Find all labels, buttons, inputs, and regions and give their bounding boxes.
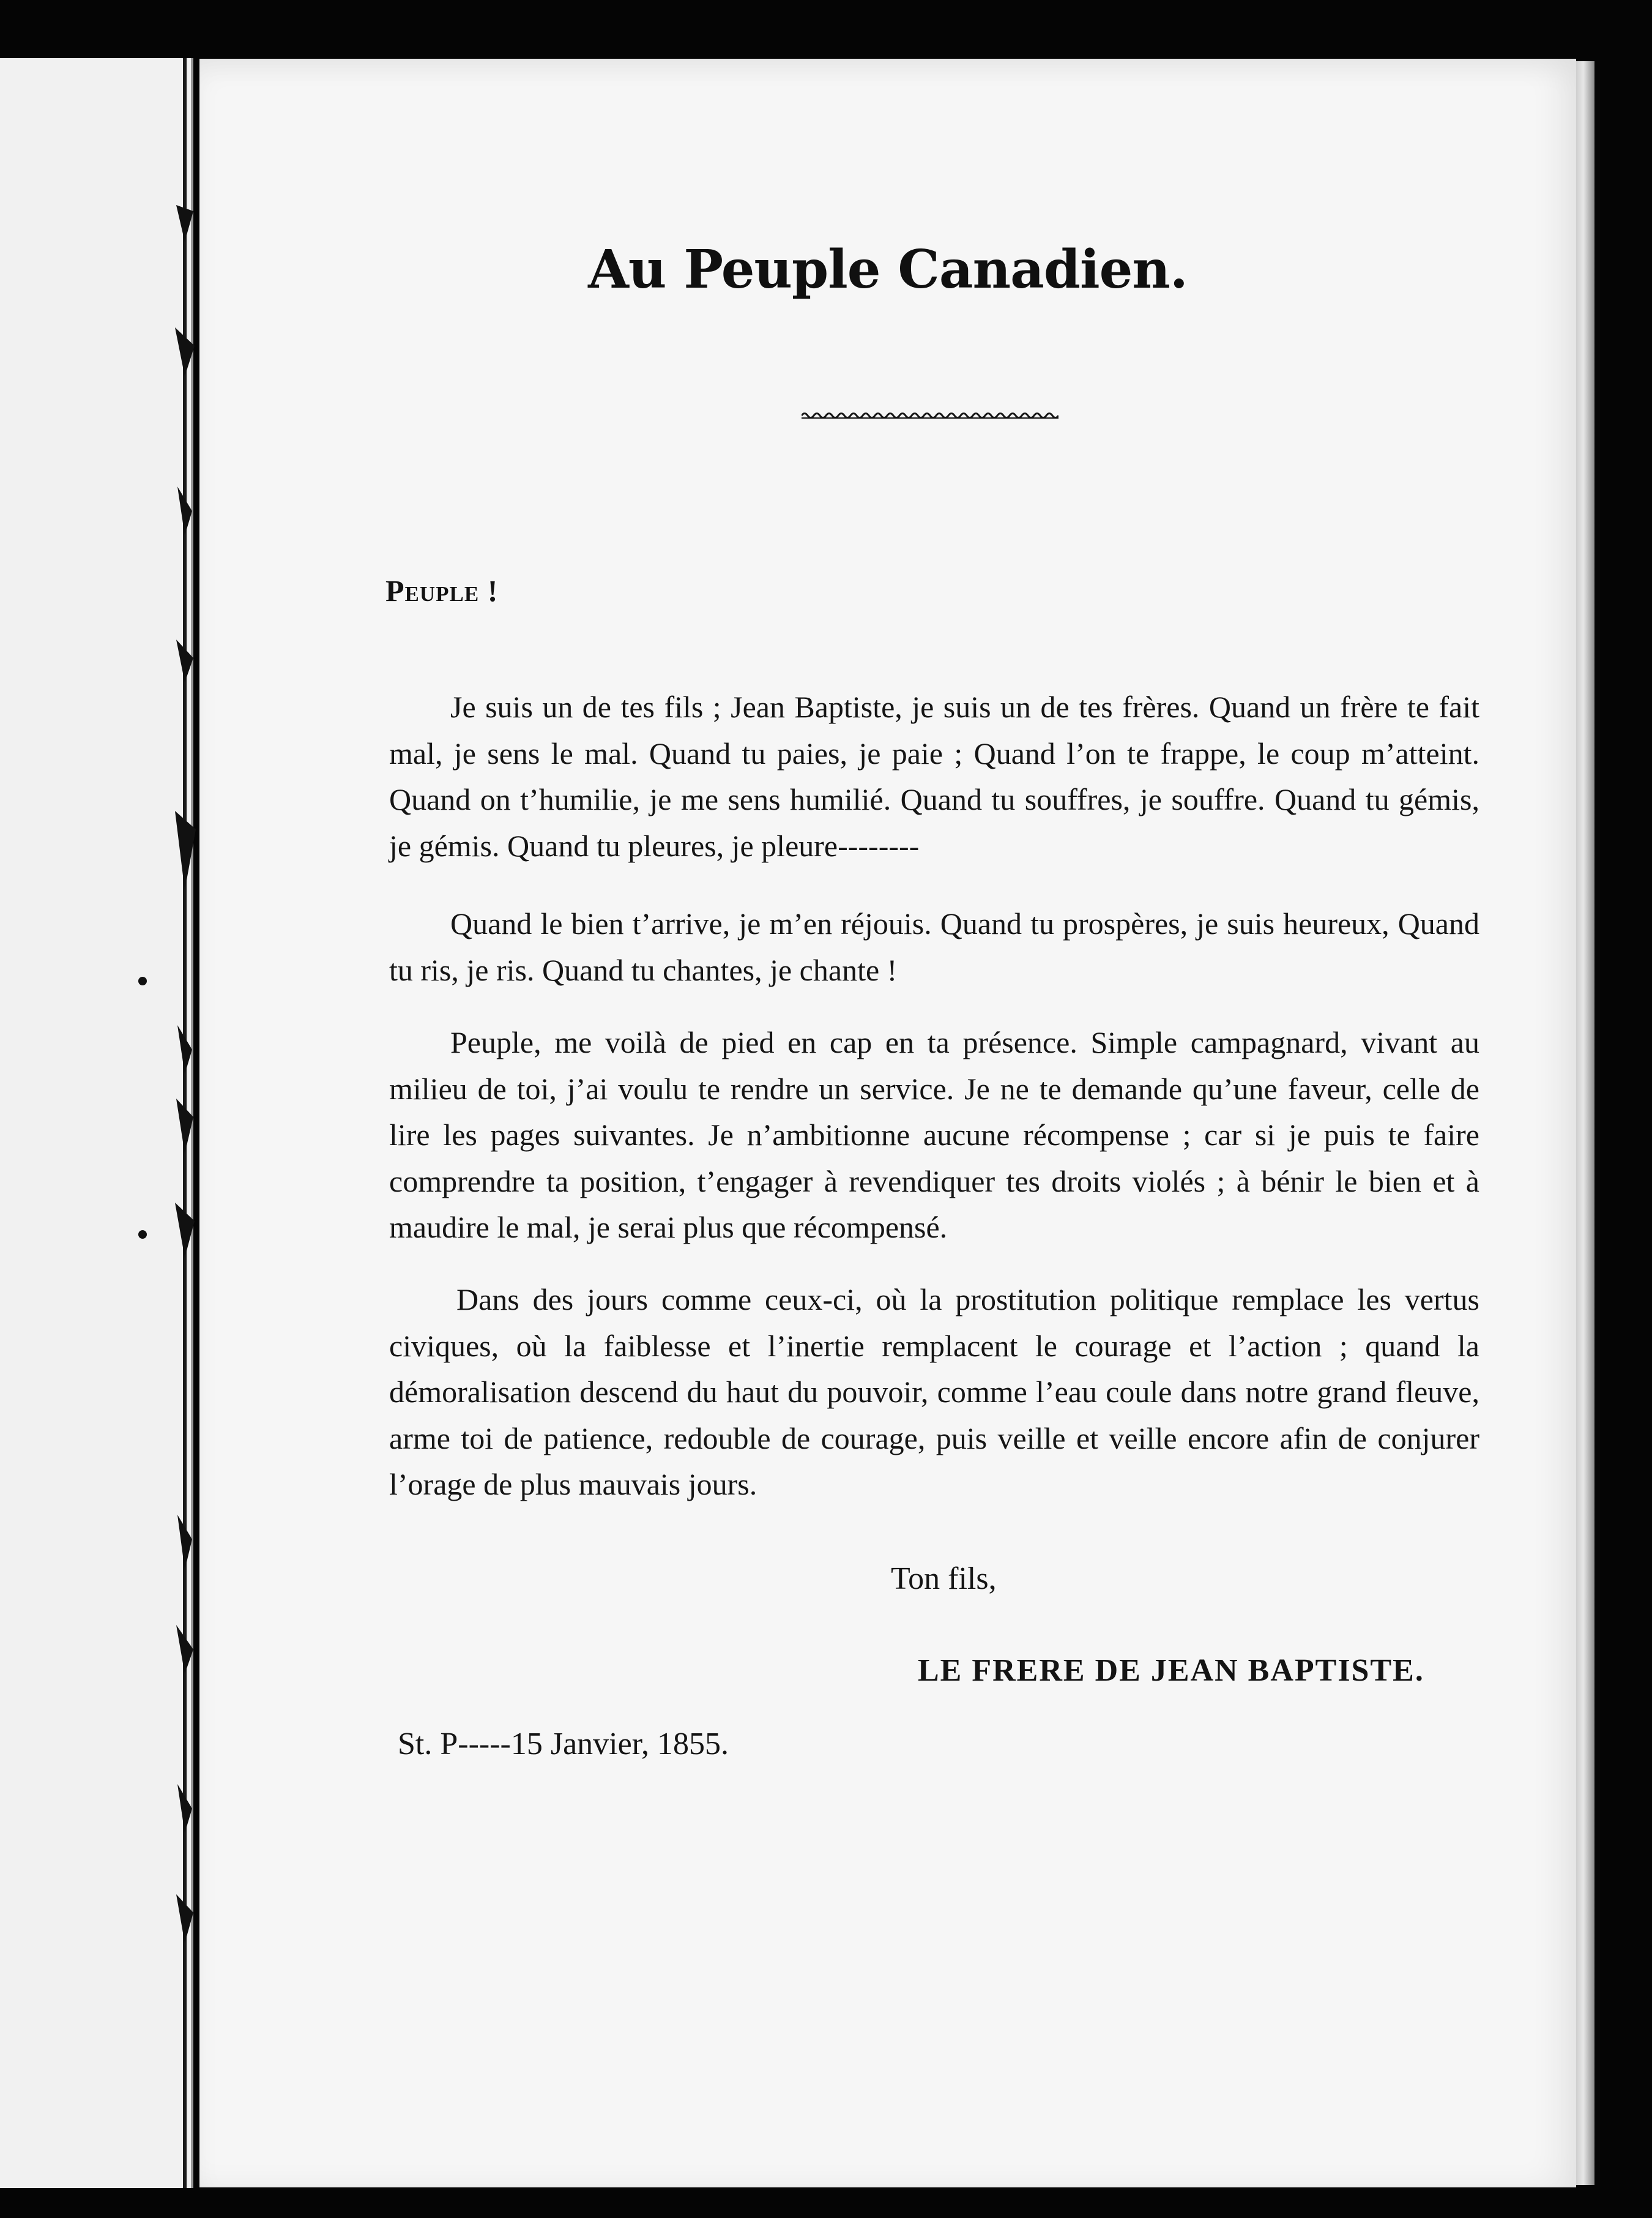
- binding-stitches: [171, 58, 198, 2188]
- paragraph-4: Dans des jours comme ceux-ci, où la prostitution politique remplace les vertus civiques, où la faiblesse et l’inertie remplacent le courage et l’action ; quand la démoralisation descend du haut du pouvoir, comme l’eau coule dans notre grand fleuve, arme toi de patience, redouble de courage, puis veille et veille encore afin de conjurer l’orage de plus mauvais jours.: [389, 1282, 1479, 1501]
- salutation: Peuple !: [385, 573, 499, 608]
- paragraph-1: Je suis un de tes fils ; Jean Baptiste, je suis un de tes frères. Quand un frère te fait mal, je sens le mal. Quand tu paies, je paie ; Quand l’on te frappe, le coup m’atteint. Quand on t’humilie, je me sens humilié. Quand tu souffres, je souffre. Quand tu gémis, je gémis. Quand tu pleures, je pleure--------: [389, 690, 1479, 863]
- facing-page-strip: [0, 58, 193, 2188]
- wavy-title-rule: [802, 411, 1059, 420]
- page-edge: [1576, 61, 1594, 2185]
- ink-speck: [138, 977, 147, 985]
- document-title: Au Peuple Canadien.: [588, 239, 1188, 301]
- signature: LE FRERE DE JEAN BAPTISTE.: [918, 1653, 1424, 1688]
- paragraph-3: Peuple, me voilà de pied en cap en ta présence. Simple campagnard, vivant au milieu de toi, j’ai voulu te rendre un service. Je ne te demande qu’une faveur, celle de lire les pages suivantes. Je n’ambitionne aucune récompense ; car si je puis te faire comprendre ta position, t’engager à revendiquer tes droits violés ; à bénir le bien et à maudire le mal, je serai plus que récompensé.: [389, 1025, 1479, 1244]
- closing-phrase: Ton fils,: [891, 1561, 997, 1596]
- ink-speck: [138, 1230, 147, 1239]
- paragraph-2: Quand le bien t’arrive, je m’en réjouis. Quand tu prospères, je suis heureux, Quand tu ris, je ris. Quand tu chantes, je chante !: [389, 906, 1479, 987]
- dateline: St. P-----15 Janvier, 1855.: [398, 1727, 729, 1761]
- bleed-through-shadow: [502, 588, 542, 694]
